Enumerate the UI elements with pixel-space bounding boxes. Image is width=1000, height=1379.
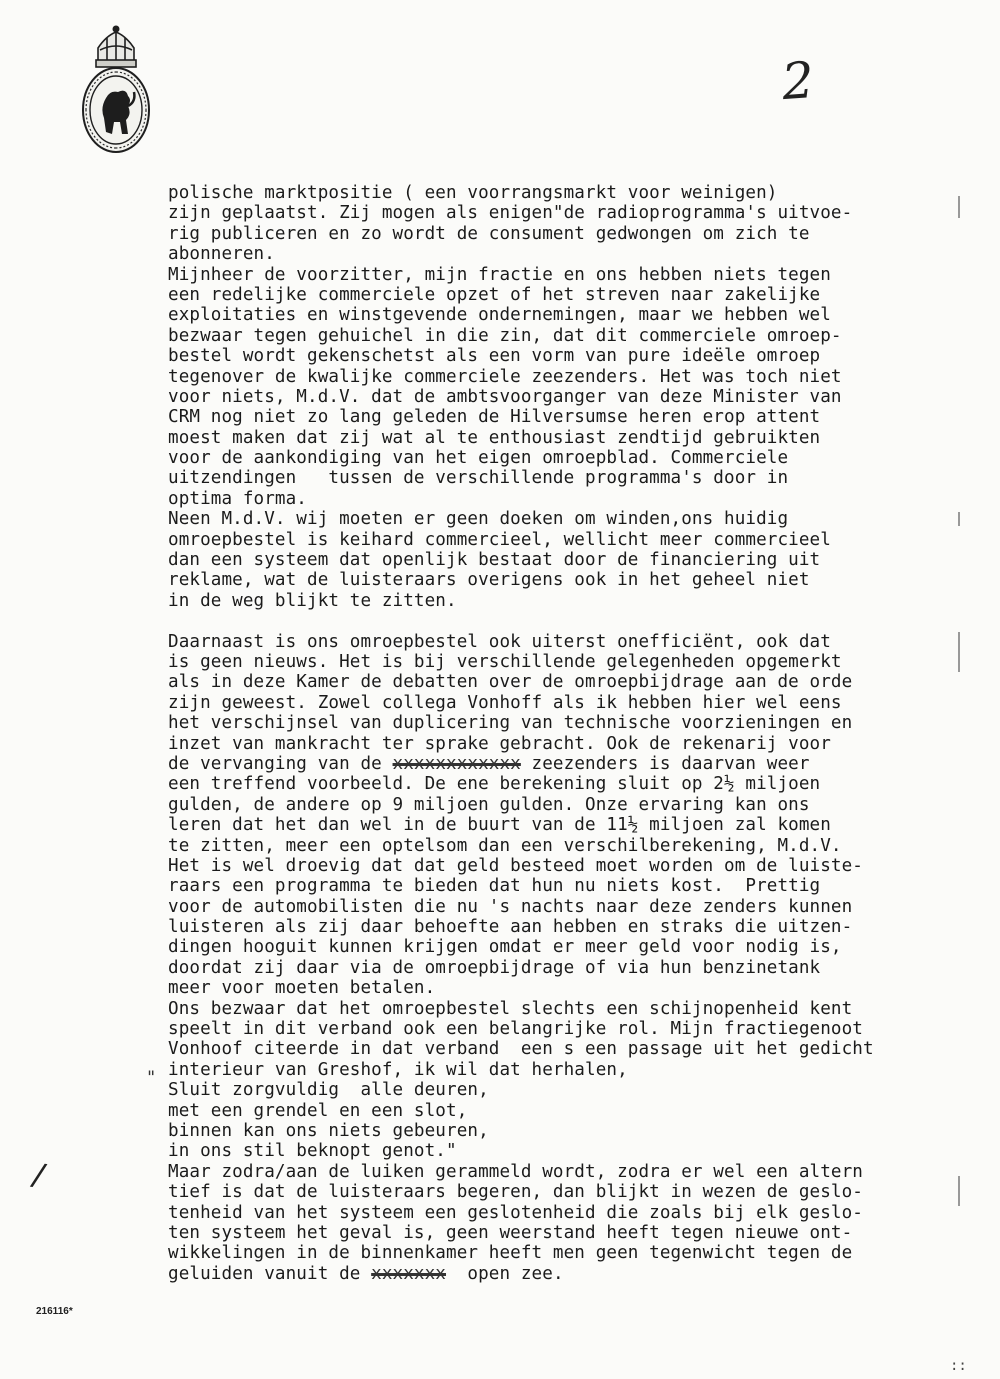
text-line-continuation: open zee. bbox=[446, 1263, 564, 1284]
text-line bbox=[168, 1203, 968, 1223]
text-line-content: exploitaties en winstgevende ondernemingen, maar we hebben wel bbox=[168, 305, 831, 326]
text-line bbox=[168, 917, 968, 937]
text-line bbox=[168, 1080, 968, 1100]
text-line-content: het verschijnsel van duplicering van technische voorzieningen en bbox=[168, 713, 853, 734]
text-line-content: interieur van Greshof, ik wil dat herhalen, bbox=[168, 1059, 628, 1080]
text-line-content: Vonhoof citeerde in dat verband een s een passage uit het gedicht bbox=[168, 1039, 874, 1060]
text-line-content: Sluit zorgvuldig alle deuren, bbox=[168, 1080, 489, 1101]
text-line-content: luisteren als zij daar behoefte aan hebben en straks die uitzen- bbox=[168, 917, 853, 938]
text-line bbox=[168, 978, 968, 998]
text-line-content: moest maken dat zij wat al te enthousiast zendtijd gebruikten bbox=[168, 427, 821, 448]
text-line-content: een redelijke commerciele opzet of het streven naar zakelijke bbox=[168, 284, 821, 305]
text-line-content: uitzendingen tussen de verschillende programma's door in bbox=[168, 468, 789, 489]
text-line bbox=[168, 856, 968, 876]
text-line bbox=[168, 1243, 968, 1263]
handwritten-page-number: 2 bbox=[780, 50, 816, 112]
text-line-content: is geen nieuws. Het is bij verschillende gelegenheden opgemerkt bbox=[168, 651, 842, 672]
text-line-content: inzet van mankracht ter sprake gebracht. Ook de rekenarij voor bbox=[168, 733, 831, 754]
text-line bbox=[168, 326, 968, 346]
text-line bbox=[168, 672, 968, 692]
text-line bbox=[168, 428, 968, 448]
text-line-content: optima forma. bbox=[168, 488, 308, 509]
text-line bbox=[168, 611, 968, 631]
form-code: 216116* bbox=[36, 1306, 73, 1317]
text-line-content: tegenover de kwalijke commerciele zeezenders. Het was toch niet bbox=[168, 366, 842, 387]
text-line-content: dingen hooguit kunnen krijgen omdat er meer geld voor nodig is, bbox=[168, 937, 842, 958]
text-line-content: tenheid van het systeem een geslotenheid die zoals bij elk geslo- bbox=[168, 1202, 864, 1223]
margin-speck bbox=[958, 196, 960, 218]
text-line-content: doordat zij daar via de omroepbijdrage of via hun benzinetank bbox=[168, 957, 821, 978]
text-line-content: raars een programma te bieden dat hun nu niets kost. Prettig bbox=[168, 876, 821, 897]
text-line bbox=[168, 570, 968, 590]
text-line bbox=[168, 1039, 968, 1059]
text-line bbox=[168, 183, 968, 203]
text-line bbox=[168, 1223, 968, 1243]
text-line-content: als in deze Kamer de debatten over de omroepbijdrage aan de orde bbox=[168, 672, 853, 693]
text-line bbox=[168, 489, 968, 509]
text-line bbox=[168, 632, 968, 652]
margin-slash-mark: / bbox=[27, 1156, 51, 1195]
text-line-content: binnen kan ons niets gebeuren, bbox=[168, 1120, 489, 1141]
text-line-content: leren dat het dan wel in de buurt van de 11½ miljoen zal komen bbox=[168, 815, 831, 836]
text-line bbox=[168, 591, 968, 611]
text-line bbox=[168, 407, 968, 427]
margin-quote-mark: " bbox=[146, 1068, 157, 1088]
text-line-content: met een grendel en een slot, bbox=[168, 1100, 468, 1121]
text-line-content: meer voor moeten betalen. bbox=[168, 978, 436, 999]
text-line bbox=[168, 244, 968, 264]
text-line-content: de vervanging van de bbox=[168, 753, 393, 774]
text-line bbox=[168, 367, 968, 387]
text-line-content: wikkelingen in de binnenkamer heeft men geen tegenwicht tegen de bbox=[168, 1243, 853, 1264]
struck-out-text: xxxxxxx bbox=[371, 1263, 447, 1284]
text-line bbox=[168, 224, 968, 244]
text-line-content: Daarnaast is ons omroepbestel ook uiterst onefficiënt, ook dat bbox=[168, 631, 831, 652]
text-line-content: speelt in dit verband ook een belangrijke rol. Mijn fractiegenoot bbox=[168, 1019, 864, 1040]
typed-speech-text bbox=[168, 183, 968, 1284]
text-line-content: voor de automobilisten die nu 's nachts naar deze zenders kunnen bbox=[168, 896, 853, 917]
text-line bbox=[168, 530, 968, 550]
text-line bbox=[168, 1162, 968, 1182]
text-line bbox=[168, 509, 968, 529]
text-line bbox=[168, 1101, 968, 1121]
text-line-continuation: zeezenders is daarvan weer bbox=[520, 753, 810, 774]
margin-speck bbox=[958, 1176, 960, 1206]
text-line bbox=[168, 836, 968, 856]
text-line bbox=[168, 1060, 968, 1080]
text-line-content: Ons bezwaar dat het omroepbestel slechts een schijnopenheid kent bbox=[168, 998, 853, 1019]
text-line bbox=[168, 468, 968, 488]
text-line-content: voor de aankondiging van het eigen omroepblad. Commerciele bbox=[168, 448, 789, 469]
text-line-content: geluiden vanuit de bbox=[168, 1263, 372, 1284]
text-line-content: bezwaar tegen gehuichel in die zin, dat dit commerciele omroep- bbox=[168, 325, 842, 346]
text-line-content: zijn geweest. Zowel collega Vonhoff als ik hebben hier wel eens bbox=[168, 692, 842, 713]
margin-speck bbox=[958, 632, 960, 672]
text-line bbox=[168, 448, 968, 468]
text-line bbox=[168, 1121, 968, 1141]
text-line-content: CRM nog niet zo lang geleden de Hilversumse heren erop attent bbox=[168, 407, 821, 428]
text-line-content: zijn geplaatst. Zij mogen als enigen"de radioprogramma's uitvoe- bbox=[168, 203, 853, 224]
text-line bbox=[168, 754, 968, 774]
text-line bbox=[168, 897, 968, 917]
text-line bbox=[168, 285, 968, 305]
text-line bbox=[168, 550, 968, 570]
text-line-content: tief is dat de luisteraars begeren, dan blijkt in wezen de geslo- bbox=[168, 1182, 864, 1203]
text-line-content: te zitten, meer een optelsom dan een verschilberekening, M.d.V. bbox=[168, 835, 842, 856]
text-line bbox=[168, 305, 968, 325]
text-line bbox=[168, 815, 968, 835]
text-line bbox=[168, 1264, 968, 1284]
text-line bbox=[168, 999, 968, 1019]
royal-seal-emblem bbox=[76, 22, 156, 157]
text-line-content: ten systeem het geval is, geen weerstand heeft tegen nieuwe ont- bbox=[168, 1222, 853, 1243]
text-line bbox=[168, 652, 968, 672]
text-line-content: Mijnheer de voorzitter, mijn fractie en ons hebben niets tegen bbox=[168, 264, 831, 285]
text-line bbox=[168, 346, 968, 366]
text-line bbox=[168, 713, 968, 733]
text-line-content: rig publiceren en zo wordt de consument gedwongen om zich te bbox=[168, 223, 810, 244]
text-line-content: Neen M.d.V. wij moeten er geen doeken om winden,ons huidig bbox=[168, 509, 789, 530]
corner-mark: :: bbox=[950, 1358, 967, 1374]
text-line-content: omroepbestel is keihard commercieel, wellicht meer commercieel bbox=[168, 529, 831, 550]
text-line bbox=[168, 795, 968, 815]
text-line bbox=[168, 265, 968, 285]
text-line-content: voor niets, M.d.V. dat de ambtsvoorganger van deze Minister van bbox=[168, 386, 842, 407]
text-line-content: polische marktpositie ( een voorrangsmarkt voor weinigen) bbox=[168, 183, 778, 203]
struck-out-text: xxxxxxxxxxxx bbox=[392, 753, 521, 774]
text-line-content: in ons stil beknopt genot." bbox=[168, 1141, 457, 1162]
text-line-content: Maar zodra/aan de luiken gerammeld wordt, zodra er wel een altern bbox=[168, 1161, 864, 1182]
text-line bbox=[168, 1141, 968, 1161]
text-line bbox=[168, 937, 968, 957]
text-line-content: reklame, wat de luisteraars overigens ook in het geheel niet bbox=[168, 570, 810, 591]
text-line-content: Het is wel droevig dat dat geld besteed moet worden om de luiste- bbox=[168, 855, 864, 876]
text-line bbox=[168, 203, 968, 223]
text-line bbox=[168, 693, 968, 713]
text-line-content: abonneren. bbox=[168, 244, 275, 265]
text-line bbox=[168, 958, 968, 978]
text-line bbox=[168, 1182, 968, 1202]
text-line-content: in de weg blijkt te zitten. bbox=[168, 590, 457, 611]
text-line bbox=[168, 774, 968, 794]
text-line-content: bestel wordt gekenschetst als een vorm van pure ideële omroep bbox=[168, 346, 821, 367]
text-line bbox=[168, 876, 968, 896]
text-line-content: een treffend voorbeeld. De ene berekening sluit op 2½ miljoen bbox=[168, 774, 821, 795]
text-line-content: dan een systeem dat openlijk bestaat door de financiering uit bbox=[168, 550, 821, 571]
text-line bbox=[168, 1019, 968, 1039]
text-line bbox=[168, 387, 968, 407]
margin-speck bbox=[958, 512, 960, 526]
text-line-content: gulden, de andere op 9 miljoen gulden. Onze ervaring kan ons bbox=[168, 794, 810, 815]
text-line bbox=[168, 734, 968, 754]
